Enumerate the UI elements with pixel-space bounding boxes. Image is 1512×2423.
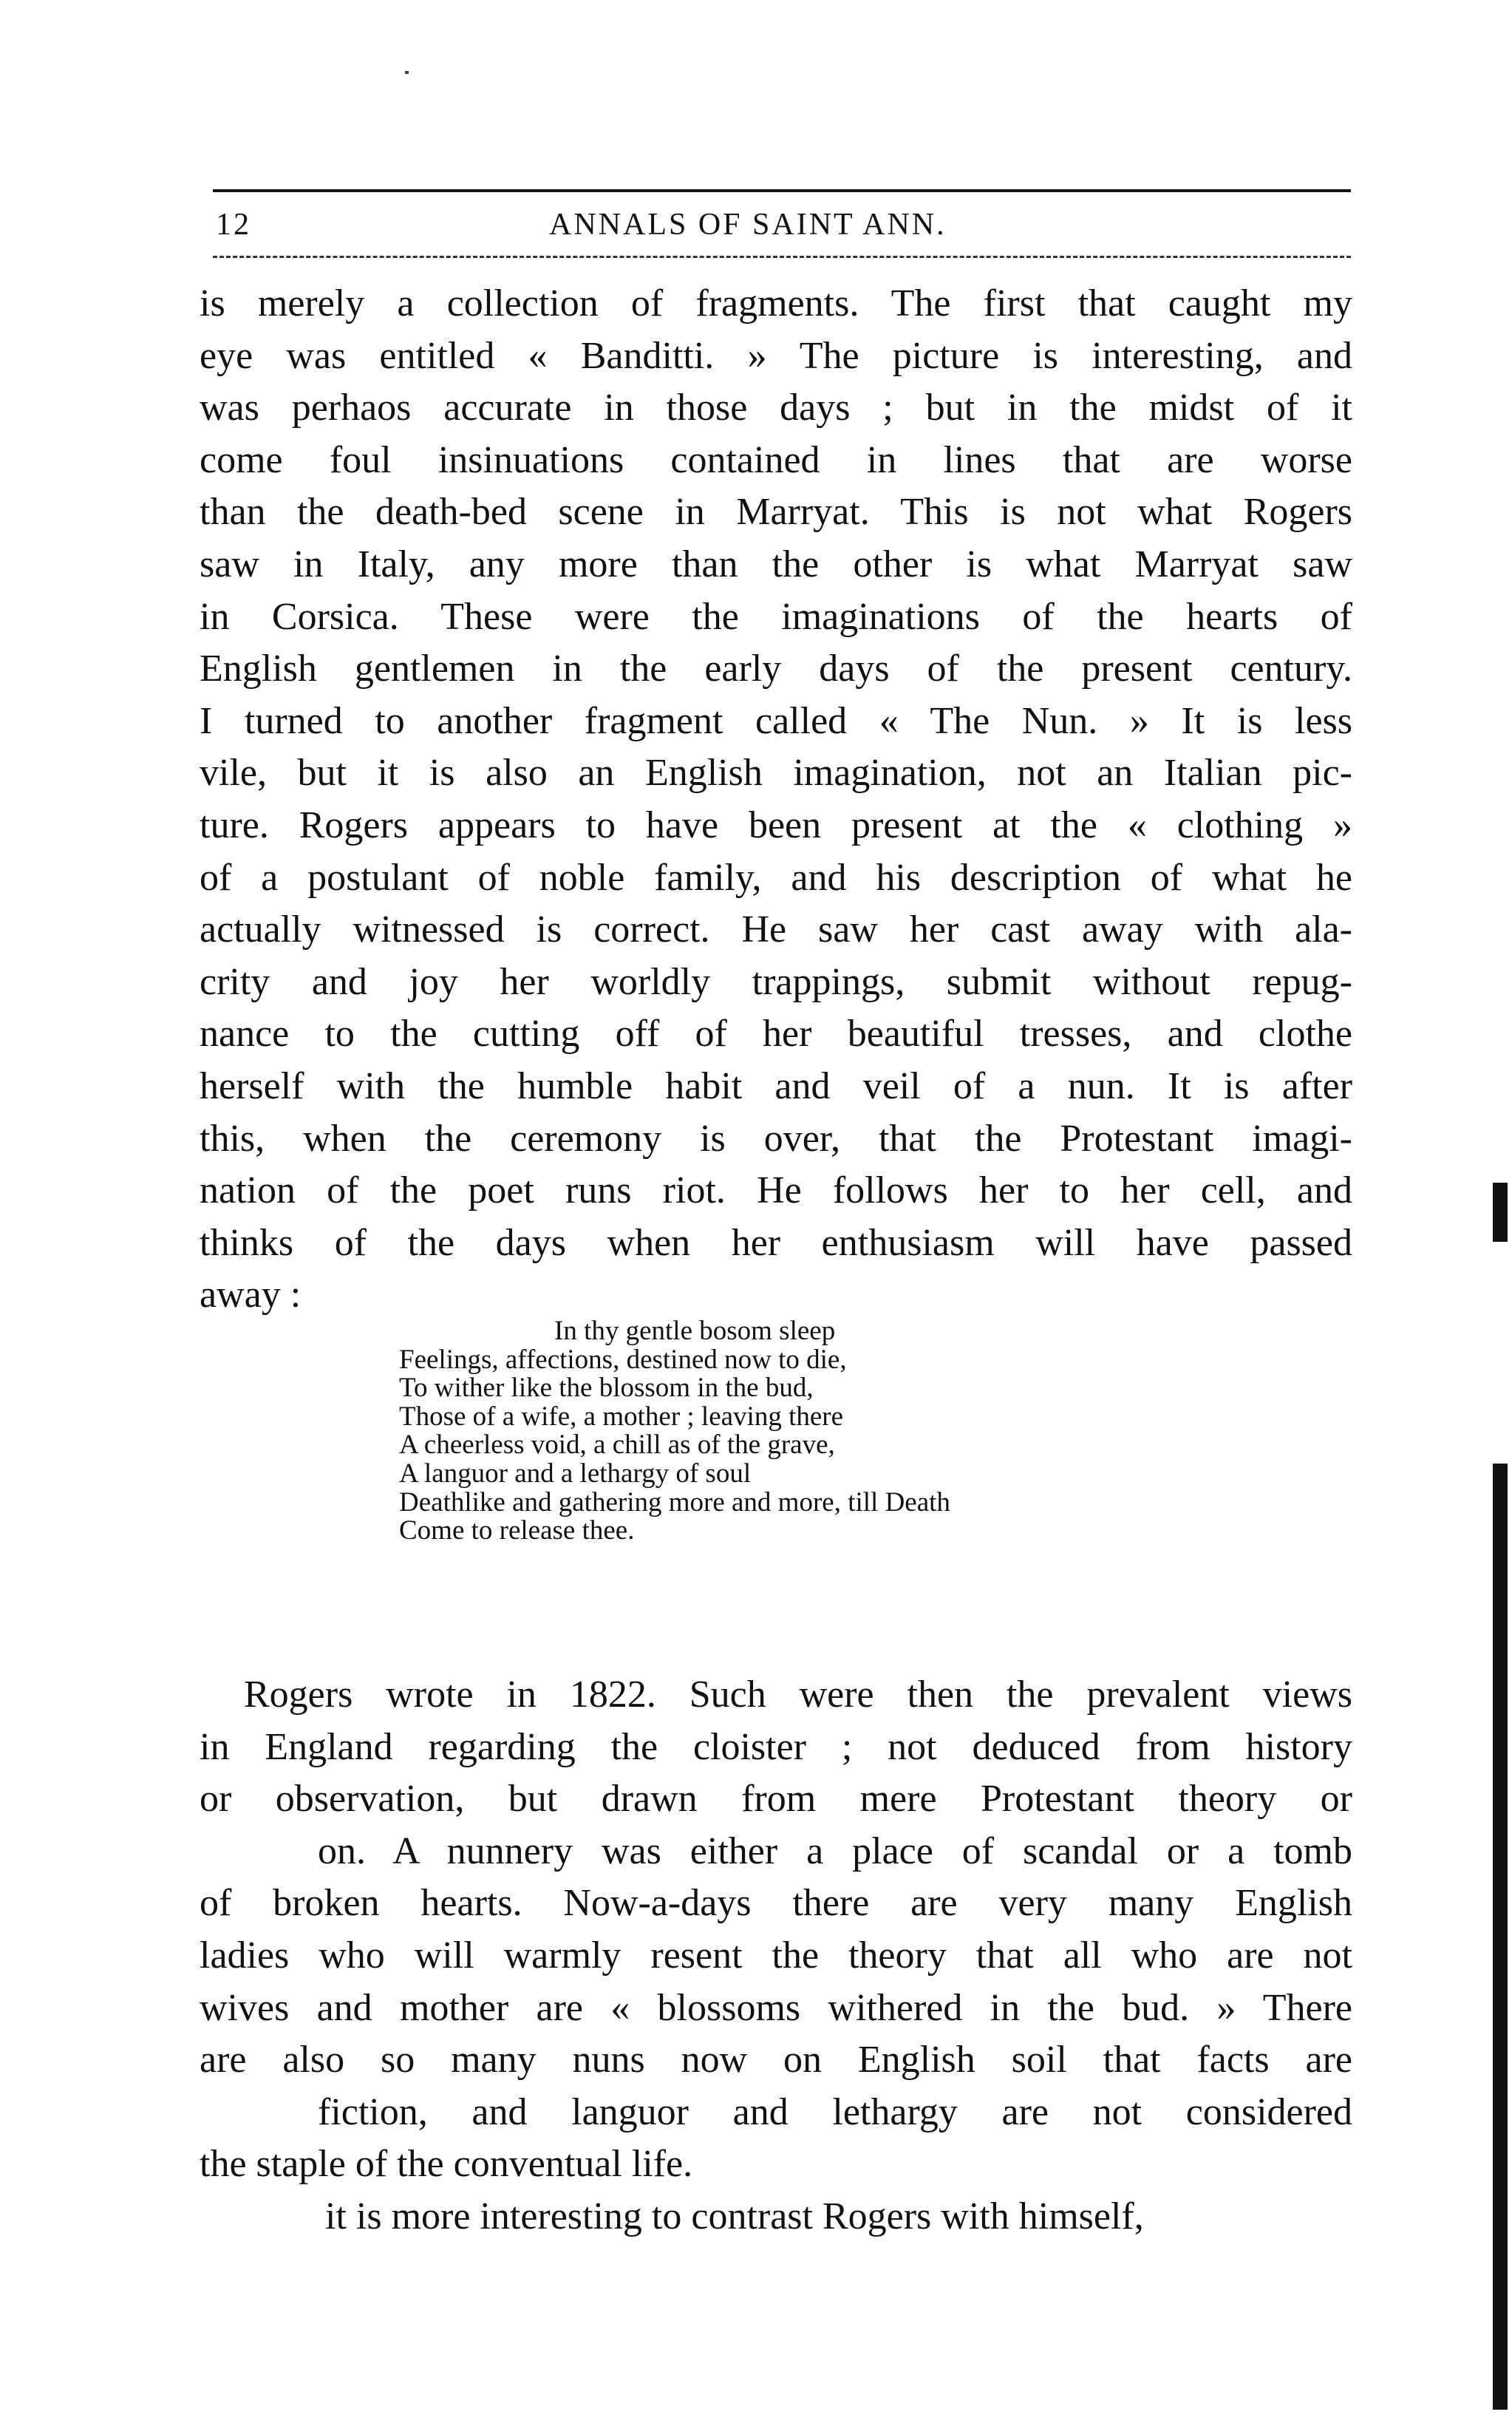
text-line: in Corsica. These were the imaginations of the hearts of: [200, 595, 1352, 638]
paragraph-1: [200, 278, 1352, 1322]
text-line: ture. Rogers appears to have been present at the « clothing »: [200, 803, 1352, 846]
text-line: crity and joy her worldly trappings, submit without repug-: [200, 960, 1352, 1003]
text-line: of broken hearts. Now-a-days there are very many English: [200, 1882, 1352, 1925]
text-line: Rogers wrote in 1822. Such were then the prevalent views: [244, 1673, 1352, 1716]
text-line: I turned to another fragment called « The Nun. » It is less: [200, 699, 1352, 742]
text-line: thinks of the days when her enthusiasm will have passed: [200, 1221, 1352, 1264]
text-line: the staple of the conventual life.: [200, 2143, 693, 2186]
text-line: it is more interesting to contrast Rogers with himself,: [325, 2195, 1144, 2237]
verse-line: To wither like the blossom in the bud,: [399, 1373, 814, 1404]
text-line: actually witnessed is correct. He saw her cast away with ala-: [200, 908, 1352, 951]
text-line: vile, but it is also an English imagination, not an Italian pic-: [200, 752, 1352, 795]
text-line: English gentlemen in the early days of the present century.: [200, 648, 1352, 690]
verse-quotation: [399, 1317, 1138, 1546]
verse-line: A cheerless void, a chill as of the grave,: [399, 1430, 835, 1461]
text-line: saw in Italy, any more than the other is what Marryat saw: [200, 543, 1352, 585]
text-line: ladies who will warmly resent the theory that all who are not: [200, 1934, 1352, 1977]
text-line: in England regarding the cloister ; not deduced from history: [200, 1725, 1352, 1768]
text-line: eye was entitled « Banditti. » The picture is interesting, and: [200, 334, 1352, 377]
text-line: come foul insinuations contained in lines that are worse: [200, 438, 1352, 481]
text-line: on. A nunnery was either a place of scandal or a tomb: [318, 1829, 1352, 1872]
paragraph-2: [200, 1669, 1352, 2243]
verse-line: In thy gentle bosom sleep: [554, 1316, 836, 1346]
text-line: away :: [200, 1274, 302, 1316]
text-line: or observation, but drawn from mere Protestant theory or: [200, 1778, 1352, 1821]
page-number: 12: [216, 208, 251, 242]
text-line: this, when the ceremony is over, that the Protestant imagi-: [200, 1117, 1352, 1160]
text-line: nation of the poet runs riot. He follows her to her cell, and: [200, 1169, 1352, 1212]
verse-line: Those of a wife, a mother ; leaving there: [399, 1401, 844, 1432]
verse-line: Feelings, affections, destined now to die,: [399, 1344, 847, 1375]
verse-line: A languor and a lethargy of soul: [399, 1458, 752, 1489]
verse-line: Deathlike and gathering more and more, till Death: [399, 1486, 950, 1518]
text-line: are also so many nuns now on English soil that facts are: [200, 2039, 1352, 2082]
text-line: fiction, and languor and lethargy are not considered: [318, 2090, 1352, 2133]
text-line: of a postulant of noble family, and his description of what he: [200, 856, 1352, 899]
text-line: was perhaos accurate in those days ; but in the midst of it: [200, 387, 1352, 429]
running-title: ANNALS OF SAINT ANN.: [549, 208, 947, 242]
text-line: than the death-bed scene in Marryat. This is not what Rogers: [200, 491, 1352, 534]
text-line: herself with the humble habit and veil of a nun. It is after: [200, 1064, 1352, 1107]
header-rule-top: [213, 189, 1351, 192]
running-head: [213, 200, 1351, 251]
text-line: is merely a collection of fragments. The first that caught my: [200, 282, 1352, 324]
scan-edge-mark: [1493, 1183, 1508, 1242]
text-line: wives and mother are « blossoms withered in the bud. » There: [200, 1986, 1352, 2029]
ink-speck: [405, 71, 409, 74]
text-line: nance to the cutting off of her beautiful tresses, and clothe: [200, 1013, 1352, 1056]
verse-line: Come to release thee.: [399, 1515, 635, 1546]
header-rule-bottom: [213, 256, 1351, 258]
scan-edge-mark: [1493, 1464, 1508, 2410]
